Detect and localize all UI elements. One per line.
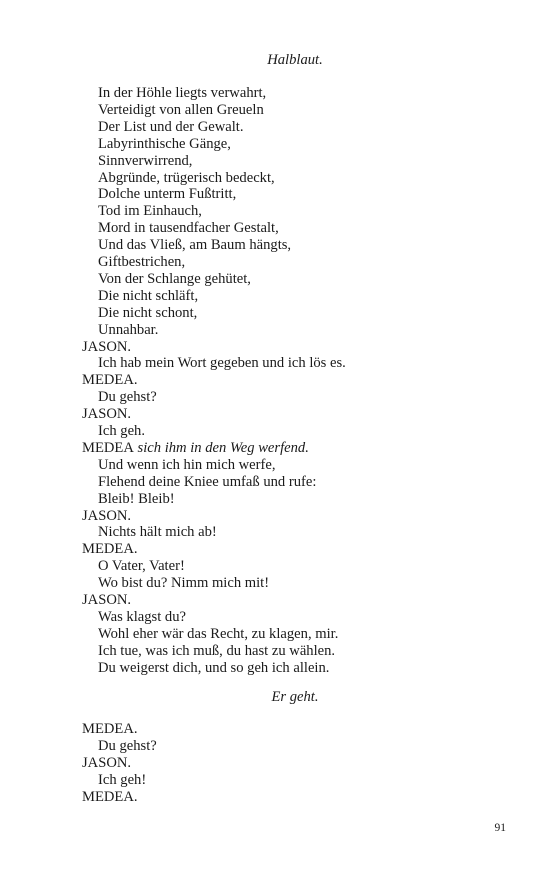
speaker-name: JASON. xyxy=(82,592,132,608)
verse-line: Du gehst? xyxy=(98,389,157,406)
verse-line: Wo bist du? Nimm mich mit! xyxy=(98,575,270,592)
speaker-name: MEDEA. xyxy=(82,721,138,738)
verse-line: Tod im Einhauch, xyxy=(98,203,202,220)
verse-line: Sinnverwirrend, xyxy=(98,152,193,169)
verse-line: Was klagst du? xyxy=(98,608,186,625)
verse-line: In der Höhle liegts verwahrt, xyxy=(98,85,267,101)
verse-line: Ich geh! xyxy=(98,772,147,789)
verse-line: Verteidigt von allen Greueln xyxy=(98,101,264,118)
speaker-name: MEDEA. xyxy=(82,789,138,805)
verse-line: Giftbestrichen, xyxy=(98,254,186,270)
speaker-name: JASON. xyxy=(82,406,132,423)
verse-line: Ich hab mein Wort gegeben und ich lös es. xyxy=(98,355,346,372)
speaker-name: JASON. xyxy=(82,755,132,772)
verse-line: Die nicht schläft, xyxy=(98,287,199,304)
verse-line: Wohl eher wär das Recht, zu klagen, mir. xyxy=(98,625,339,642)
speaker-name: MEDEA. xyxy=(82,541,138,558)
verse-line: Der List und der Gewalt. xyxy=(98,118,244,135)
verse-line: Ich geh. xyxy=(98,423,146,439)
inline-stage-direction: sich ihm in den Weg werfend. xyxy=(133,439,309,456)
verse-line: Flehend deine Kniee umfaß und rufe: xyxy=(98,473,317,490)
verse-line: Von der Schlange gehütet, xyxy=(98,270,251,287)
verse-line: Nichts hält mich ab! xyxy=(98,524,217,541)
verse-line: Und das Vließ, am Baum hängts, xyxy=(98,237,292,254)
verse-line: O Vater, Vater! xyxy=(98,558,185,575)
speaker-name: JASON. xyxy=(82,338,132,355)
verse-line: Bleib! Bleib! xyxy=(98,490,175,507)
page-number: 91 xyxy=(494,822,506,834)
verse-line: Dolche unterm Fußtritt, xyxy=(98,186,237,203)
stage-direction-top: Halblaut. xyxy=(267,52,323,68)
verse-line: Unnahbar. xyxy=(98,321,159,338)
verse-line: Du gehst? xyxy=(98,738,157,755)
verse-line: Labyrinthische Gänge, xyxy=(98,135,231,152)
speaker-name: JASON. xyxy=(82,507,132,524)
verse-line: Die nicht schont, xyxy=(98,304,198,321)
verse-line: Ich tue, was ich muß, du hast zu wählen. xyxy=(98,642,336,659)
verse-line: Abgründe, trügerisch bedeckt, xyxy=(98,169,275,186)
speaker-name: MEDEA. xyxy=(82,372,138,389)
verse-line: Du weigerst dich, und so geh ich allein. xyxy=(98,659,330,676)
speaker-label: MEDEA xyxy=(82,439,134,456)
speaker-name xyxy=(82,440,309,457)
verse-line: Und wenn ich hin mich werfe, xyxy=(98,456,276,473)
stage-direction: Er geht. xyxy=(271,688,319,705)
verse-line: Mord in tausendfacher Gestalt, xyxy=(98,220,279,237)
